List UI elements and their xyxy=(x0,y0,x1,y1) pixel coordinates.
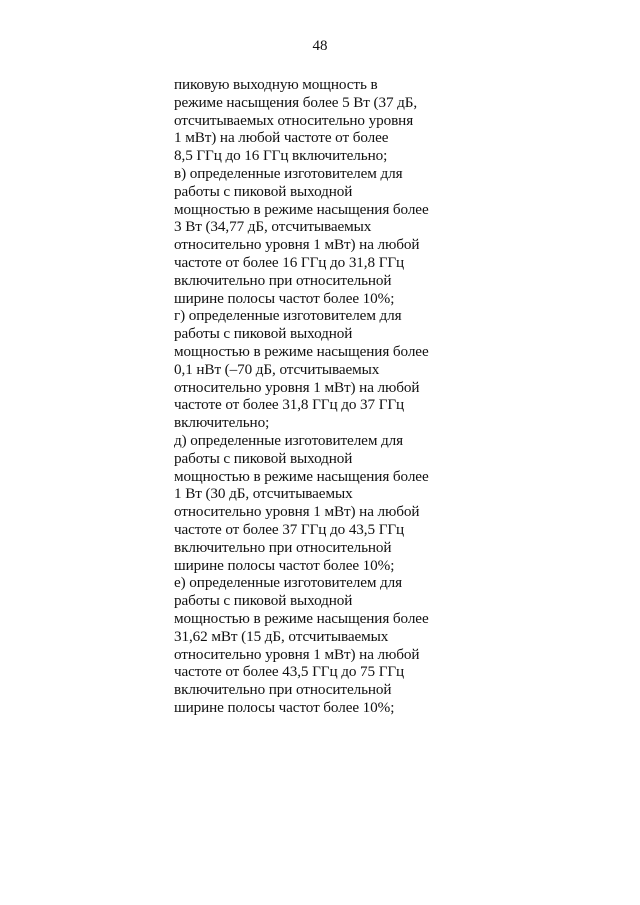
text-line: ширине полосы частот более 10%; xyxy=(174,289,395,307)
text-line: относительно уровня 1 мВт) на любой xyxy=(174,378,420,396)
document-body-text xyxy=(174,76,474,717)
text-line: работы с пиковой выходной xyxy=(174,182,353,200)
text-line: мощностью в режиме насыщения более xyxy=(174,342,429,360)
text-line: в) определенные изготовителем для xyxy=(174,164,403,182)
text-line: включительно; xyxy=(174,414,270,432)
text-line: 3 Вт (34,77 дБ, отсчитываемых xyxy=(174,218,372,236)
text-line: 0,1 нВт (–70 дБ, отсчитываемых xyxy=(174,360,380,378)
text-line: частоте от более 16 ГГц до 31,8 ГГц xyxy=(174,253,405,271)
text-line: 1 Вт (30 дБ, отсчитываемых xyxy=(174,485,353,503)
text-line: мощностью в режиме насыщения более xyxy=(174,200,429,218)
text-line: включительно при относительной xyxy=(174,681,392,699)
text-line: г) определенные изготовителем для xyxy=(174,307,402,325)
text-line: частоте от более 43,5 ГГц до 75 ГГц xyxy=(174,663,405,681)
text-line: частоте от более 37 ГГц до 43,5 ГГц xyxy=(174,520,405,538)
text-line: 31,62 мВт (15 дБ, отсчитываемых xyxy=(174,627,389,645)
text-line: 1 мВт) на любой частоте от более xyxy=(174,129,389,147)
text-line: д) определенные изготовителем для xyxy=(174,431,404,449)
text-line: частоте от более 31,8 ГГц до 37 ГГц xyxy=(174,396,405,414)
text-line: относительно уровня 1 мВт) на любой xyxy=(174,503,420,521)
text-line: мощностью в режиме насыщения более xyxy=(174,467,429,485)
text-line: включительно при относительной xyxy=(174,271,392,289)
text-line: работы с пиковой выходной xyxy=(174,449,353,467)
text-line: отсчитываемых относительно уровня xyxy=(174,111,414,129)
text-line: работы с пиковой выходной xyxy=(174,592,353,610)
text-line: е) определенные изготовителем для xyxy=(174,574,403,592)
page-number: 48 xyxy=(312,38,328,54)
text-line: пиковую выходную мощность в xyxy=(174,76,378,93)
text-line: работы с пиковой выходной xyxy=(174,325,353,343)
text-line: 8,5 ГГц до 16 ГГц включительно; xyxy=(174,147,388,165)
text-line: ширине полосы частот более 10%; xyxy=(174,698,395,716)
text-line: режиме насыщения более 5 Вт (37 дБ, xyxy=(174,93,418,111)
text-line: относительно уровня 1 мВт) на любой xyxy=(174,645,420,663)
text-line: включительно при относительной xyxy=(174,538,392,556)
text-line: мощностью в режиме насыщения более xyxy=(174,609,429,627)
text-line: ширине полосы частот более 10%; xyxy=(174,556,395,574)
text-line: относительно уровня 1 мВт) на любой xyxy=(174,236,420,254)
